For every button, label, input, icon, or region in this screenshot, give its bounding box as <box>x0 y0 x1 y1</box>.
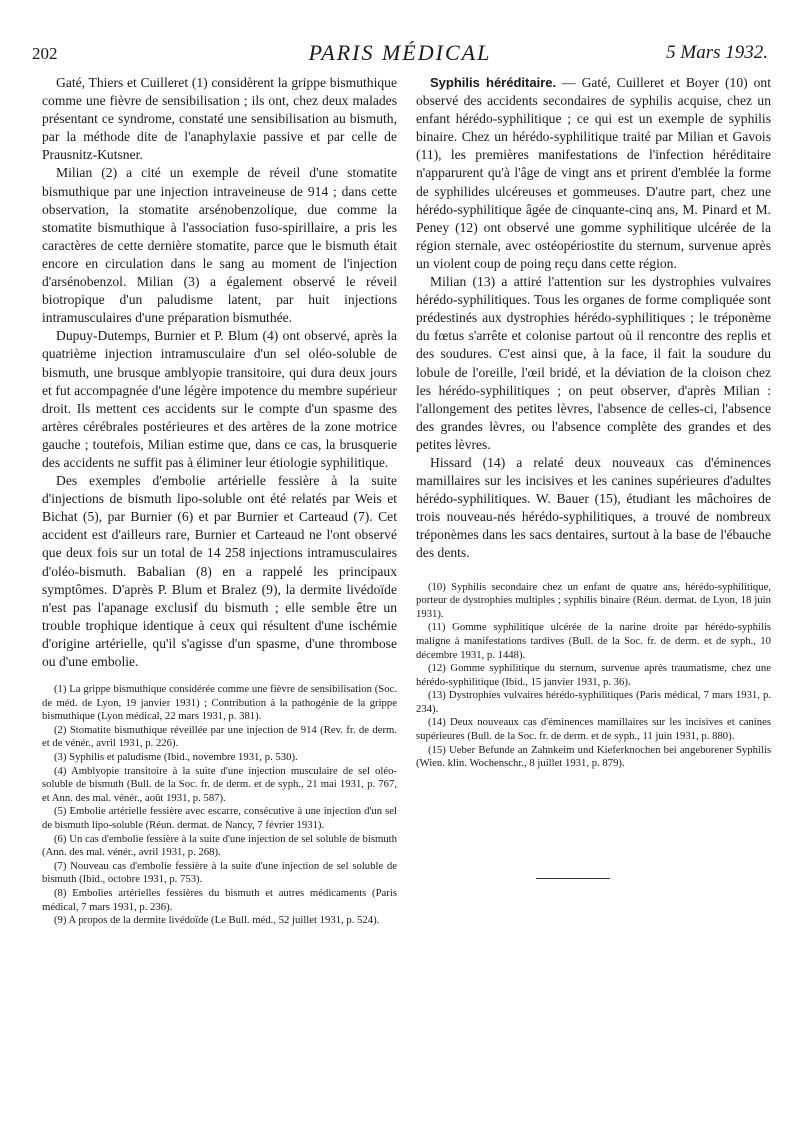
footnote: (2) Stomatite bismuthique réveillée par une injection de 914 (Rev. fr. de derm. et de vénér., avril 1931, p. 226). <box>42 723 397 750</box>
section-heading: Syphilis héréditaire. <box>430 75 557 90</box>
paragraph: Dupuy-Dutemps, Burnier et P. Blum (4) ont observé, après la quatrième injection intramusculaire d'un sel oléo-soluble de bismuth, une brusque amblyopie transitoire, qui dura deux jours et fut accompagnée d'une légère impotence du membre supérieur droit. Ils mettent ces accidents sur le compte d'un spasme des artères cérébrales postérieures et des artères de la zone motrice gauche ; toutefois, Milian estime que, dans ce cas, la brusquerie des accidents ne suffit pas à éliminer leur étiologie syphilitique. <box>42 328 397 470</box>
footnote: (3) Syphilis et paludisme (Ibid., novembre 1931, p. 530). <box>54 751 298 764</box>
section-divider <box>536 878 610 879</box>
right-column <box>416 74 771 771</box>
footnote: (10) Syphilis secondaire chez un enfant de quatre ans, hérédo-syphilitique, porteur de dystrophies multiples ; syphilis binaire (Réun. dermat. de Lyon, 18 juin 1931). <box>416 580 771 620</box>
footnotes-right <box>416 581 771 771</box>
footnote: (1) La grippe bismuthique considérée comme une fièvre de sensibilisation (Soc. de méd. de Lyon, 19 janvier 1931) ; Contribution à la pathogénie de la grippe bismuthique (Lyon médical, 22 mars 1931, p. 381). <box>42 683 397 723</box>
paragraph: Des exemples d'embolie artérielle fessière à la suite d'injections de bismuth lipo-soluble ont été relatés par Weis et Bichat (5), par Burnier (6) et par Burnier et Carteaud (7). Cet accident est d'ailleurs rare, Burnier et Carteaud ne l'ont observé que deux fois sur un total de 14 258 injections intramusculaires d'oléo-bismuth. Babalian (8) en a rappelé les principaux symptômes. D'après P. Blum et Bralez (9), la dermite livédoïde n'est pas l'apanage exclusif du bismuth ; elle semble être un trouble trophique identique à ceux qui résultent d'une ischémie d'origine artérielle, qu'il s'agisse d'un spasme, d'une thrombose ou d'une embolie. <box>42 473 397 669</box>
footnotes-left <box>42 683 397 928</box>
issue-date: 5 Mars 1932. <box>666 42 768 63</box>
footnote: (14) Deux nouveaux cas d'éminences mamillaires sur les incisives et canines supérieures (Bull. de la Soc. fr. de derm. et de syph., 11 juin 1931, p. 880). <box>416 716 771 743</box>
paragraph: Milian (13) a attiré l'attention sur les dystrophies vulvaires hérédo-syphilitiques. Tous les organes de forme compliquée sont prédestinés aux dystrophies hérédo-syphilitiques ; le tréponème du fœtus s'arrête et colonise partout où il rencontre des replis et des soudures. C'est ainsi que, à la face, il fait la soudure du lobule de l'oreille, l'œil bridé, et la déviation de la cloison chez les hérédo-syphilitiques ; on peut observer, d'après Milian : l'allongement des petites lèvres, l'absence de celles-ci, l'absence des grandes lèvres, ou l'absence complète des grandes et des petites lèvres. <box>416 274 771 452</box>
footnote: (8) Embolies artérielles fessières du bismuth et autres médicaments (Paris médical, 7 mars 1931, p. 236). <box>42 887 397 913</box>
footnote: (13) Dystrophies vulvaires hérédo-syphilitiques (Paris médical, 7 mars 1931, p. 234). <box>416 689 771 715</box>
footnote: (6) Un cas d'embolie fessière à la suite d'une injection de sel soluble de bismuth (Ann. des mal. vénér., avril 1931, p. 268). <box>42 832 397 859</box>
footnote: (11) Gomme syphilitique ulcérée de la narine droite par hérédo-syphilis maligne à manifestations tardives (Bull. de la Soc. fr. de derm. et de syph., 10 décembre 1931, p. 1448). <box>416 621 771 661</box>
journal-title: PARIS MÉDICAL <box>308 40 492 65</box>
paragraph: Gaté, Thiers et Cuilleret (1) considèrent la grippe bismuthique comme une fièvre de sensibilisation ; ils ont, chez deux malades présentant ce syndrome, constaté une sensibilisation au bismuth, par la méthode dite de l'anaphylaxie passive et par celle de Prausnitz-Kutsner. <box>42 75 397 163</box>
footnote: (12) Gomme syphilitique du sternum, survenue après traumatisme, chez une hérédo-syphilitique (Ibid., 15 janvier 1931, p. 36). <box>416 662 771 688</box>
paragraph: Hissard (14) a relaté deux nouveaux cas d'éminences mamillaires sur les incisives et les canines supérieures d'adultes hérédo-syphilitiques. W. Bauer (15), étudiant les mâchoires de trois nouveau-nés hérédo-syphilitiques, a trouvé de nombreux tréponèmes dans les sacs dentaires, surtout à la base de l'ébauche des dents. <box>416 454 771 561</box>
footnote: (15) Ueber Befunde an Zahnkeim und Kieferknochen bei angeborener Syphilis (Wien. klin. Wochenschr., 8 juillet 1931, p. 879). <box>416 743 771 770</box>
left-column <box>42 74 397 928</box>
paragraph-text: — Gaté, Cuilleret et Boyer (10) ont observé des accidents secondaires de syphilis acquise, chez un enfant hérédo-syphilitique ; ce qui est un exemple de syphilis binaire. Chez un hérédo-syphilitique traité par Milian et Gavois (11), les premières manifestations de l'infection héréditaire n'apparurent qu'à l'âge de vingt ans et prirent d'emblée la forme de syphilides ulcéreuses et gommeuses. D'autre part, chez une hérédo-syphilitique âgée de cinquante-cinq ans, M. Pinard et M. Peney (12) ont observé une gomme syphilitique ulcérée de la région sternale, avec ostéopériostite du sternum, survenue après un violent coup de poing reçu dans cette région. <box>416 75 771 271</box>
footnote: (7) Nouveau cas d'embolie fessière à la suite d'une injection de sel soluble de bismuth (Ibid., octobre 1931, p. 753). <box>42 859 397 886</box>
page-header <box>32 40 768 70</box>
footnote: (4) Amblyopie transitoire à la suite d'une injection musculaire de sel oléo-soluble de bismuth (Bull. de la Soc. fr. de derm. et de syph., 21 mai 1931, p. 767, et Ann. des mal. vénér., août 1931, p. 587). <box>42 764 397 804</box>
footnote: (9) A propos de la dermite livédoïde (Le Bull. méd., 52 juillet 1931, p. 524). <box>54 914 380 927</box>
page-number: 202 <box>32 44 58 63</box>
footnote: (5) Embolie artérielle fessière avec escarre, consécutive à une injection d'un sel de bismuth lipo-soluble (Réun. dermat. de Nancy, 7 février 1931). <box>42 805 397 832</box>
paragraph: Milian (2) a cité un exemple de réveil d'une stomatite bismuthique par une injection intraveineuse de 914 ; dans cette observation, la stomatite arsénobenzolique, due comme la stomatite bismuthique à l'association fuso-spirillaire, a pris les caractères de cette dernière stomatite, parce que le bismuth était encore en circulation dans le sang au moment de l'injection d'arsénobenzol. Milian (3) a également observé le réveil biotropique d'un paludisme latent, par huit injections intramusculaires d'une préparation bismuthée. <box>42 165 397 326</box>
paragraph <box>416 74 771 273</box>
